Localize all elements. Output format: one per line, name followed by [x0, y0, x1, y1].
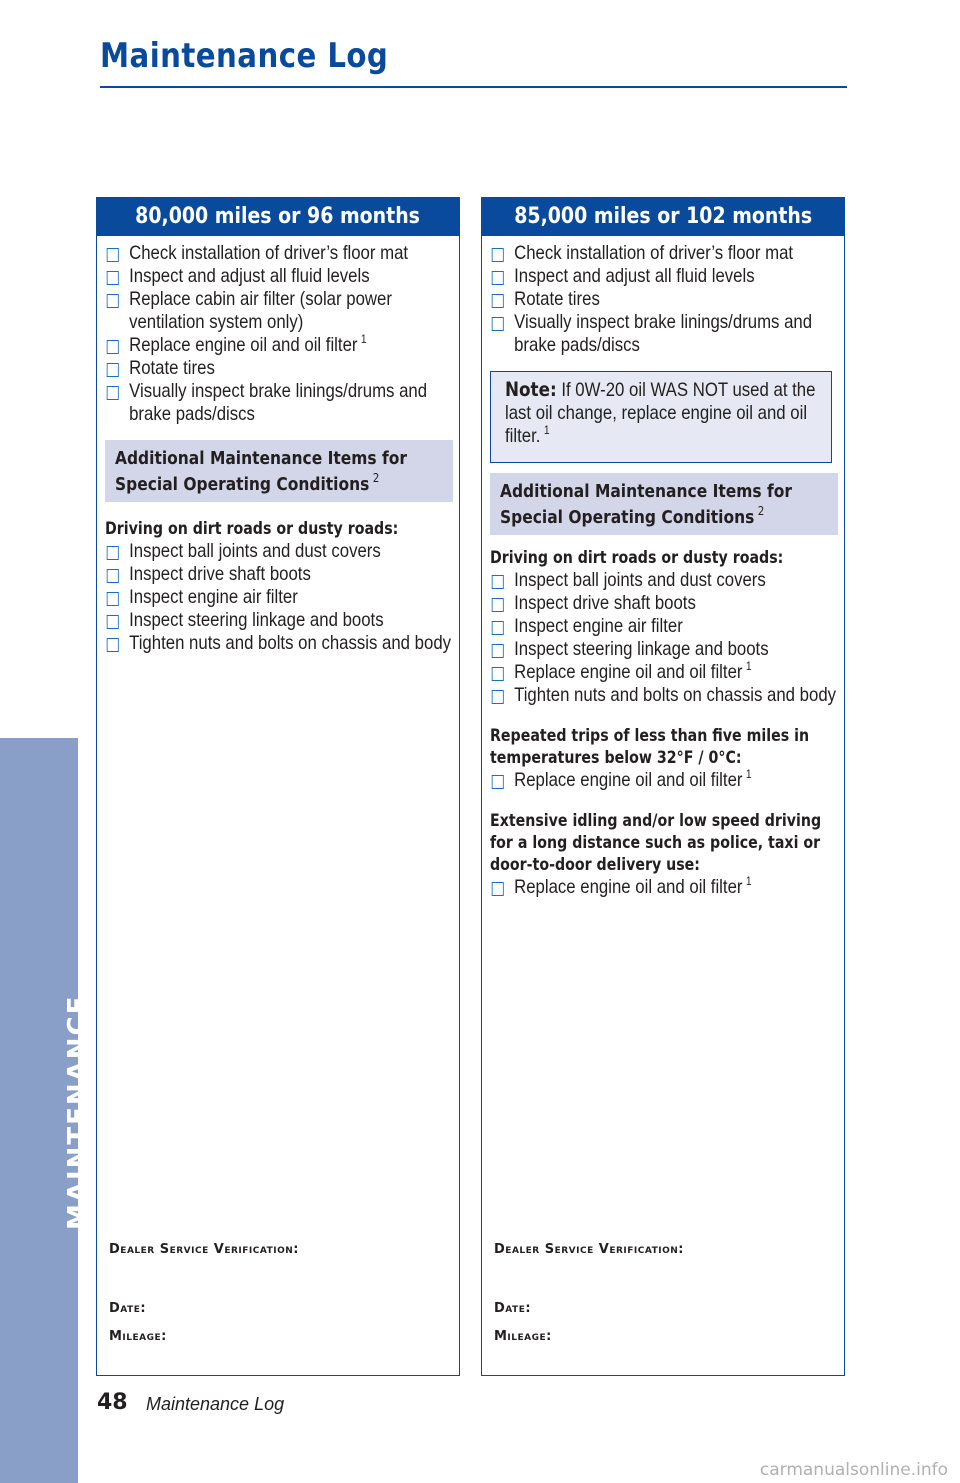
special-conditions-header: Additional Maintenance Items for Special Operating Conditions $^2$ — [490, 473, 838, 535]
condition-dusty-roads — [105, 518, 458, 655]
checklist-item: Visually inspect brake linings/drums and brake pads/discs — [490, 311, 843, 357]
checklist-item: Replace cabin air filter (solar power ventilation system only) — [105, 288, 458, 334]
checkbox[interactable] — [492, 317, 504, 331]
note-text: If 0W-20 oil WAS NOT used at the last oil change, replace engine oil and oil filter. — [505, 379, 816, 447]
column-heading: 85,000 miles or 102 months — [481, 197, 845, 236]
checklist-item: Inspect engine air filter — [105, 586, 458, 609]
title-rule — [100, 86, 847, 88]
checkbox[interactable] — [492, 248, 504, 262]
checkbox[interactable] — [107, 340, 119, 354]
footnote-ref: 1 — [360, 332, 367, 346]
checklist-item: Inspect engine air filter — [490, 615, 843, 638]
checkbox[interactable] — [492, 621, 504, 635]
checklist-item: Replace engine oil and oil filter $^1$ — [490, 661, 843, 684]
checkbox[interactable] — [107, 294, 119, 308]
checklist — [105, 242, 458, 426]
checkbox[interactable] — [107, 592, 119, 606]
footnote-ref: 1 — [543, 423, 550, 437]
checklist-item: Tighten nuts and bolts on chassis and body — [490, 684, 843, 707]
checkbox[interactable] — [492, 690, 504, 704]
checkbox[interactable] — [492, 644, 504, 658]
condition-label: Repeated trips of less than five miles in temperatures below 32°F / 0°C: — [490, 726, 810, 767]
checkbox[interactable] — [107, 546, 119, 560]
date-label: Date: — [494, 1301, 532, 1316]
checklist-item: Inspect drive shaft boots — [490, 592, 843, 615]
checklist-item: Inspect ball joints and dust covers — [490, 569, 843, 592]
checklist-item: Rotate tires — [490, 288, 843, 311]
mileage-label: Mileage: — [109, 1329, 167, 1344]
checklist-item: Inspect and adjust all fluid levels — [105, 265, 458, 288]
side-tab-label: MAINTENANCE — [63, 994, 93, 1230]
checkbox[interactable] — [492, 294, 504, 308]
checklist-item: Replace engine oil and oil filter $^1$ — [105, 334, 458, 357]
footnote-ref: 1 — [745, 874, 752, 888]
checklist-item: Rotate tires — [105, 357, 458, 380]
checklist-item: Inspect and adjust all fluid levels — [490, 265, 843, 288]
checkbox[interactable] — [492, 667, 504, 681]
checkbox[interactable] — [492, 598, 504, 612]
checklist-item: Inspect steering linkage and boots — [490, 638, 843, 661]
condition-label: Driving on dirt roads or dusty roads: — [105, 519, 399, 538]
checkbox[interactable] — [492, 882, 504, 896]
checkbox[interactable] — [107, 615, 119, 629]
checkbox[interactable] — [107, 386, 119, 400]
checkbox[interactable] — [107, 271, 119, 285]
checkbox[interactable] — [492, 271, 504, 285]
footer-section-label: Maintenance Log — [146, 1394, 285, 1414]
mileage-label: Mileage: — [494, 1329, 552, 1344]
checklist-item: Replace engine oil and oil filter $^1$ — [490, 876, 843, 899]
checkbox[interactable] — [107, 363, 119, 377]
checkbox[interactable] — [492, 775, 504, 789]
condition-label: Driving on dirt roads or dusty roads: — [490, 548, 784, 567]
checklist-item: Check installation of driver’s floor mat — [490, 242, 843, 265]
checkbox[interactable] — [492, 575, 504, 589]
page-title: Maintenance Log — [100, 36, 389, 76]
oil-note — [490, 371, 832, 463]
dealer-verification-label: Dealer Service Verification: — [109, 1242, 300, 1257]
service-column-85k — [481, 197, 845, 1376]
condition-dusty-roads — [490, 547, 843, 899]
checkbox[interactable] — [107, 638, 119, 652]
footnote-ref: 2 — [372, 471, 380, 485]
checklist-item: Inspect ball joints and dust covers — [105, 540, 458, 563]
checklist-item: Replace engine oil and oil filter $^1$ — [490, 769, 843, 792]
service-column-80k — [96, 197, 460, 1376]
page-number: 48 — [97, 1390, 128, 1415]
checklist-item: Tighten nuts and bolts on chassis and body — [105, 632, 458, 655]
checklist-item: Visually inspect brake linings/drums and brake pads/discs — [105, 380, 458, 426]
checklist-item: Inspect drive shaft boots — [105, 563, 458, 586]
footnote-ref: 1 — [745, 767, 752, 781]
dealer-verification-label: Dealer Service Verification: — [494, 1242, 685, 1257]
checklist-item: Inspect steering linkage and boots — [105, 609, 458, 632]
date-label: Date: — [109, 1301, 147, 1316]
footnote-ref: 2 — [757, 504, 765, 518]
condition-label: Extensive idling and/or low speed driving for a long distance such as police, taxi or door-to-door delivery use: — [490, 811, 822, 874]
checklist-item: Check installation of driver’s floor mat — [105, 242, 458, 265]
checkbox[interactable] — [107, 569, 119, 583]
column-heading: 80,000 miles or 96 months — [96, 197, 460, 236]
checklist — [490, 242, 843, 357]
special-conditions-header: Additional Maintenance Items for Special Operating Conditions $^2$ — [105, 440, 453, 502]
checkbox[interactable] — [107, 248, 119, 262]
watermark: carmanualsonline.info — [759, 1460, 948, 1480]
footnote-ref: 1 — [745, 659, 752, 673]
note-label: Note: — [505, 378, 557, 401]
